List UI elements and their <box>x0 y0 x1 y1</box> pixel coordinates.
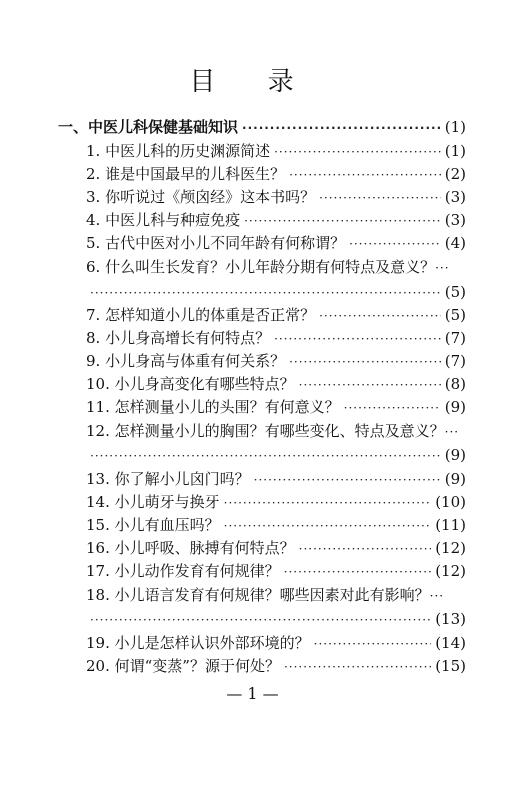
toc-item-page: (12) <box>435 562 466 580</box>
toc-item-label: 17. 小儿动作发育有何规律？ <box>86 562 280 580</box>
leader-dots <box>299 374 441 396</box>
toc-item <box>86 632 466 655</box>
leader-dots <box>274 141 441 163</box>
toc-item-page: (9) <box>444 470 466 488</box>
section-label: 一、中医儿科保健基础知识 <box>58 118 239 136</box>
toc-item <box>86 560 466 583</box>
leader-dots <box>242 117 441 139</box>
toc-item-page: (3) <box>444 188 466 206</box>
toc-item-tail: ··· <box>429 589 445 603</box>
toc-item-label: 9. 小儿身高与体重有何关系？ <box>86 352 286 370</box>
toc-item-continuation <box>86 281 466 304</box>
leader-dots <box>344 397 441 419</box>
leader-dots <box>349 233 441 255</box>
toc-item-tail: ··· <box>444 425 460 439</box>
toc-item-label: 10. 小儿身高变化有哪些特点？ <box>86 375 295 393</box>
leader-dots <box>319 187 441 209</box>
section-page: (1) <box>444 118 466 136</box>
leader-dots <box>90 282 441 304</box>
toc-item <box>86 655 466 678</box>
toc-item-page: (11) <box>435 516 466 534</box>
toc-item <box>86 514 466 537</box>
toc-item <box>86 256 466 279</box>
toc-item-page: (8) <box>444 375 466 393</box>
toc-item-page: (2) <box>444 165 466 183</box>
toc-item-page: (3) <box>444 211 466 229</box>
toc-item-label: 6. 什么叫生长发育？小儿年龄分期有何特点及意义？ <box>86 258 436 276</box>
toc-item <box>86 584 466 607</box>
toc-item <box>86 140 466 163</box>
toc-section-heading <box>58 116 466 139</box>
toc-item <box>86 209 466 232</box>
toc-item-label: 3. 你听说过《颅囟经》这本书吗？ <box>86 188 316 206</box>
toc-item-label: 11. 怎样测量小儿的头围？有何意义？ <box>86 398 340 416</box>
toc-item-page: (15) <box>435 657 466 675</box>
toc-item-page: (9) <box>444 446 466 464</box>
toc-item-label: 13. 你了解小儿囟门吗？ <box>86 470 250 488</box>
leader-dots <box>289 164 441 186</box>
toc-item <box>86 468 466 491</box>
toc-item-label: 5. 古代中医对小儿不同年龄有何称谓？ <box>86 234 346 252</box>
toc-item <box>86 491 466 514</box>
toc-item-page: (12) <box>435 539 466 557</box>
toc-item <box>86 373 466 396</box>
toc-item-label: 1. 中医儿科的历史渊源简述 <box>86 142 271 160</box>
toc-item-page: (14) <box>435 634 466 652</box>
toc-item-label: 20. 何谓“变蒸”？源于何处？ <box>86 657 280 675</box>
leader-dots <box>319 305 441 327</box>
leader-dots <box>90 609 431 631</box>
toc-item <box>86 186 466 209</box>
toc-item-label: 12. 怎样测量小儿的胸围？有哪些变化、特点及意义？ <box>86 422 445 440</box>
toc-item-label: 7. 怎样知道小儿的体重是否正常？ <box>86 306 316 324</box>
toc-item-label: 16. 小儿呼吸、脉搏有何特点？ <box>86 539 295 557</box>
leader-dots <box>224 492 432 514</box>
toc-item-page: (5) <box>444 283 466 301</box>
leader-dots <box>274 328 441 350</box>
toc-item-page: (5) <box>444 306 466 324</box>
toc-item <box>86 396 466 419</box>
toc-item-page: (7) <box>444 352 466 370</box>
leader-dots <box>224 515 432 537</box>
toc-item-page: (13) <box>435 610 466 628</box>
toc-item-page: (1) <box>444 142 466 160</box>
toc-item-label: 14. 小儿萌牙与换牙 <box>86 493 220 511</box>
toc-item-label: 8. 小儿身高增长有何特点？ <box>86 329 271 347</box>
toc-item-label: 18. 小儿语言发育有何规律？哪些因素对此有影响？ <box>86 586 430 604</box>
leader-dots <box>244 210 441 232</box>
toc-item-label: 4. 中医儿科与种痘免疫 <box>86 211 241 229</box>
toc-item-continuation <box>86 608 466 631</box>
toc-item-continuation <box>86 444 466 467</box>
toc-item <box>86 304 466 327</box>
page-title: 目 录 <box>189 67 316 97</box>
leader-dots <box>289 351 441 373</box>
toc-item <box>86 232 466 255</box>
toc-item-page: (4) <box>444 234 466 252</box>
leader-dots <box>284 561 432 583</box>
toc-item-page: (9) <box>444 398 466 416</box>
toc-item <box>86 163 466 186</box>
toc-item-label: 2. 谁是中国最早的儿科医生？ <box>86 165 286 183</box>
toc-item-page: (10) <box>435 493 466 511</box>
page-number: — 1 — <box>226 684 279 703</box>
leader-dots <box>254 469 441 491</box>
leader-dots <box>299 538 432 560</box>
toc-item-label: 15. 小儿有血压吗？ <box>86 516 220 534</box>
leader-dots <box>314 633 432 655</box>
toc-item <box>86 350 466 373</box>
toc-item-label: 19. 小儿是怎样认识外部环境的？ <box>86 634 310 652</box>
leader-dots <box>284 656 431 678</box>
toc-item <box>86 327 466 350</box>
toc-item-page: (7) <box>444 329 466 347</box>
toc-item <box>86 537 466 560</box>
toc-item-tail: ··· <box>435 261 450 275</box>
toc-item <box>86 420 466 443</box>
leader-dots <box>90 445 441 467</box>
